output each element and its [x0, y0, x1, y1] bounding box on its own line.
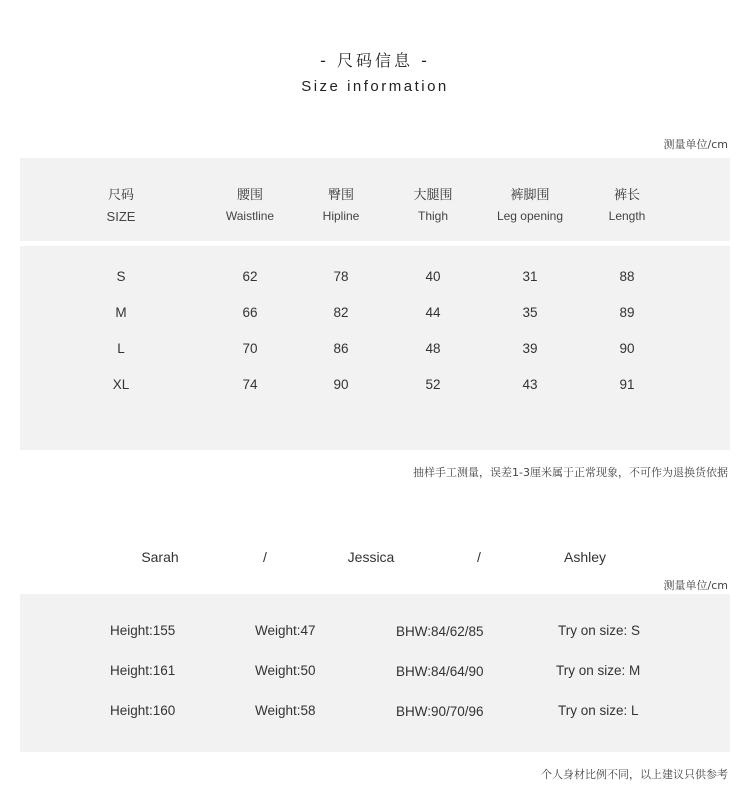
size-table-unit: 测量单位/cm: [663, 138, 728, 151]
model-name-sarah: Sarah: [141, 549, 179, 565]
column-header-en: Leg opening: [496, 209, 564, 223]
size-table-body: [20, 246, 730, 450]
table-cell: 52: [425, 377, 441, 392]
model-weight: Weight:50: [255, 663, 316, 678]
column-header-en: Thigh: [417, 209, 449, 223]
table-cell: XL: [112, 377, 130, 392]
model-height: Height:160: [110, 703, 176, 718]
model-name-jessica: Jessica: [347, 549, 395, 565]
column-header-en: Hipline: [322, 209, 360, 223]
column-header-cn: 尺码: [107, 188, 134, 203]
table-cell: M: [115, 305, 127, 320]
table-cell: 66: [242, 305, 258, 320]
model-bhw: BHW:84/62/85: [396, 624, 484, 639]
model-weight: Weight:47: [255, 623, 316, 638]
model-measurements-panel: [20, 594, 730, 752]
table-cell: 43: [522, 377, 538, 392]
column-header-en: SIZE: [106, 209, 136, 224]
table-cell: 39: [522, 341, 538, 356]
table-cell: 70: [242, 341, 258, 356]
model-height: Height:161: [110, 663, 176, 678]
table-cell: 40: [425, 269, 441, 284]
model-height: Height:155: [110, 623, 176, 638]
column-header-cn: 裤长: [613, 188, 640, 203]
model-bhw: BHW:84/64/90: [396, 664, 484, 679]
column-header-cn: 腰围: [236, 188, 263, 203]
table-cell: 48: [425, 341, 441, 356]
table-cell: 86: [333, 341, 349, 356]
table-cell: 35: [522, 305, 538, 320]
column-header-length: [572, 184, 682, 223]
table-cell: 31: [522, 269, 538, 284]
model-try-on-size: Try on size: S: [558, 623, 641, 638]
size-table-note: 抽样手工测量，误差1-3厘米属于正常现象，不可作为退换货依据: [413, 466, 728, 479]
column-header-thigh: [378, 184, 488, 223]
models-unit: 测量单位/cm: [663, 579, 728, 592]
table-cell: 88: [619, 269, 635, 284]
model-name-ashley: Ashley: [563, 549, 607, 565]
model-try-on-size: Try on size: M: [556, 663, 641, 678]
model-bhw: BHW:90/70/96: [396, 704, 484, 719]
column-header-en: Length: [608, 209, 646, 223]
model-weight: Weight:58: [255, 703, 316, 718]
column-header-cn: 大腿围: [413, 188, 453, 203]
table-cell: 89: [619, 305, 635, 320]
table-cell: L: [117, 341, 125, 356]
column-header-size: [66, 184, 176, 224]
column-header-en: Waistline: [225, 209, 275, 223]
models-note: 个人身材比例不同，以上建议只供参考: [541, 768, 728, 781]
table-cell: 91: [619, 377, 635, 392]
table-cell: 78: [333, 269, 349, 284]
table-cell: 82: [333, 305, 349, 320]
section-title-cn: - 尺码信息 -: [320, 51, 430, 70]
name-separator: /: [263, 549, 267, 565]
name-separator: /: [477, 549, 481, 565]
table-cell: 74: [242, 377, 258, 392]
table-cell: 90: [333, 377, 349, 392]
model-try-on-size: Try on size: L: [558, 703, 639, 718]
section-title-en: Size information: [301, 78, 449, 95]
table-cell: 62: [242, 269, 258, 284]
size-table-header: [20, 158, 730, 241]
table-cell: 90: [619, 341, 635, 356]
column-header-cn: 裤脚围: [510, 188, 550, 203]
table-cell: 44: [425, 305, 441, 320]
table-cell: S: [116, 269, 126, 284]
column-header-cn: 臀围: [327, 188, 354, 203]
column-header-leg-opening: [475, 184, 585, 223]
